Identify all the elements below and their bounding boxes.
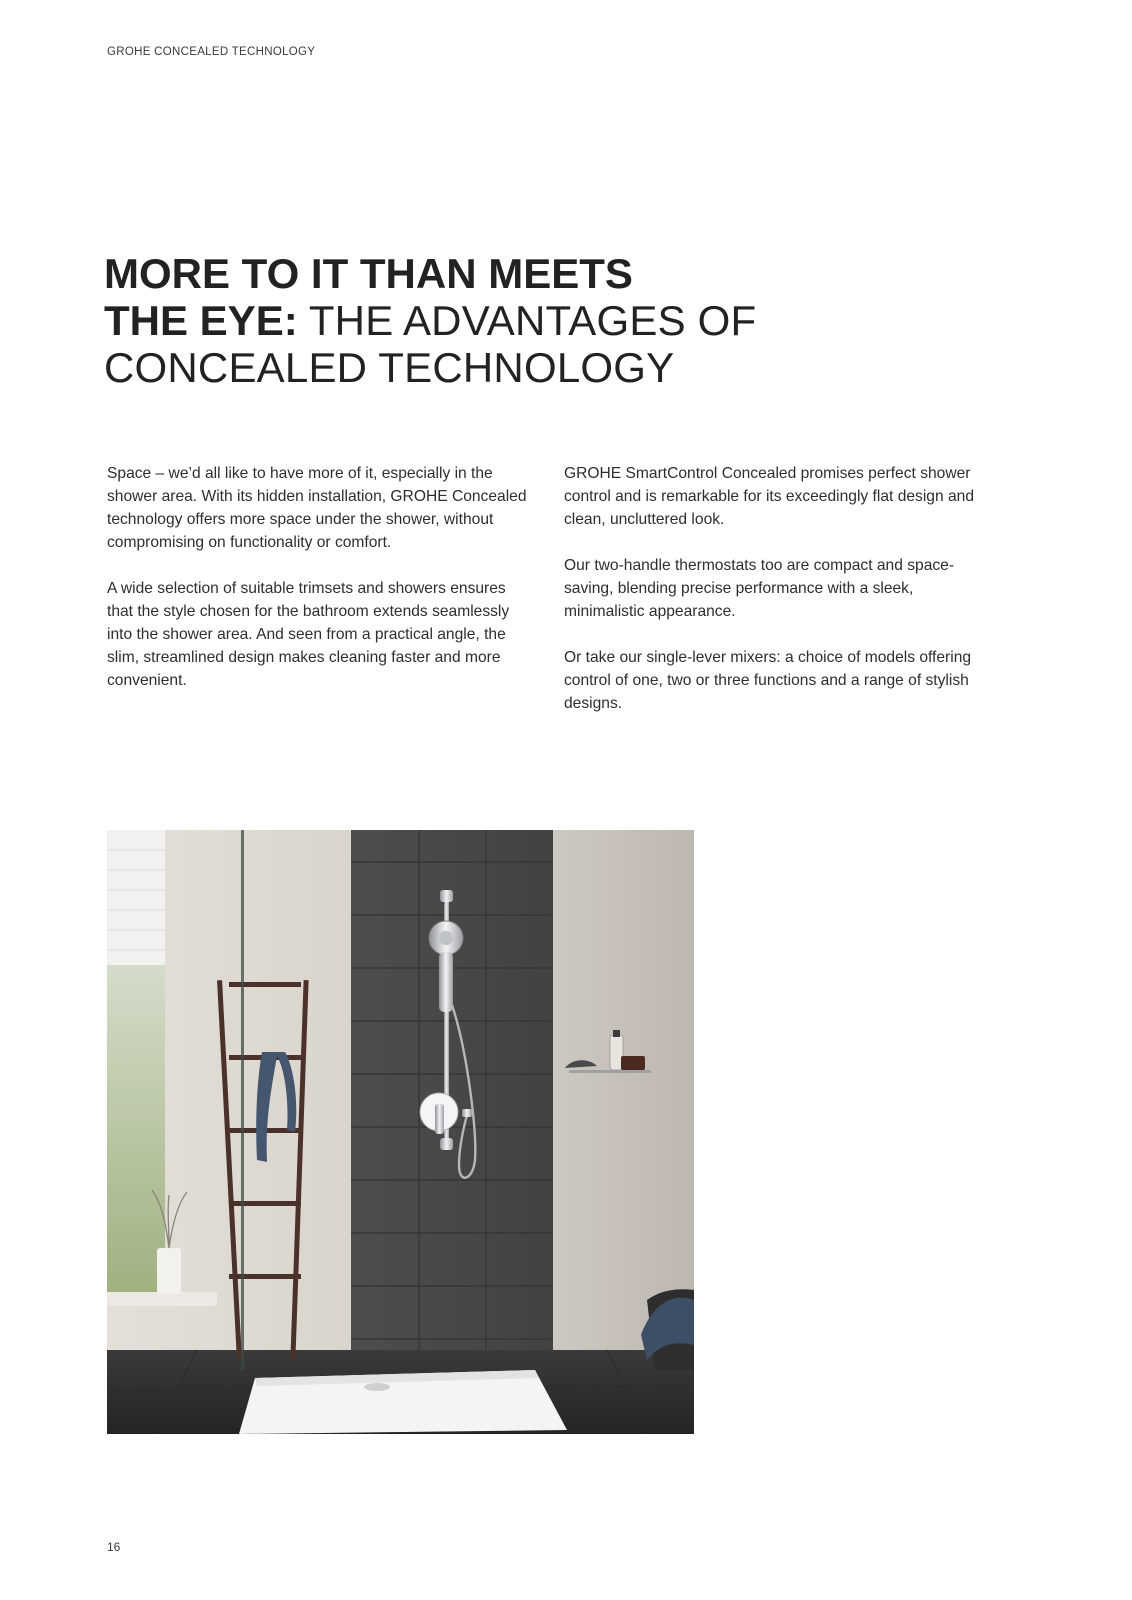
body-column-left: [107, 462, 532, 715]
section-header: GROHE CONCEALED TECHNOLOGY: [107, 46, 316, 58]
page-headline: [104, 250, 824, 391]
headline-line2-light: THE ADVANTAGES OF: [297, 297, 757, 344]
right-wall: [553, 830, 694, 1360]
body-paragraph: Space – we’d all like to have more of it, especially in the shower area. With its hidden installation, GROHE Concealed technology offers more space under the shower, without compromising on functionality or comfort.: [107, 465, 527, 551]
body-paragraph: A wide selection of suitable trimsets and showers ensures that the style chosen for the bathroom extends seamlessly into the shower area. And seen from a practical angle, the slim, streamlined design makes cleaning faster and more convenient.: [107, 580, 510, 689]
body-paragraph: GROHE SmartControl Concealed promises perfect shower control and is remarkable for its exceedingly flat design and clean, uncluttered look.: [564, 465, 974, 528]
bathroom-shower-photo: [107, 830, 694, 1434]
tiled-wall: [351, 830, 553, 1360]
body-column-right: [564, 462, 974, 738]
headline-line3: CONCEALED TECHNOLOGY: [104, 344, 675, 391]
headline-line1: MORE TO IT THAN MEETS: [104, 250, 633, 297]
page-number: 16: [107, 1540, 121, 1554]
body-paragraph: Our two-handle thermostats too are compact and space-saving, blending precise performance with a sleek, minimalistic appearance.: [564, 557, 955, 620]
body-paragraph: Or take our single-lever mixers: a choice of models offering control of one, two or three functions and a range of stylish designs.: [564, 649, 972, 712]
wall-shelf: [569, 1070, 651, 1073]
headline-line2-bold: THE EYE:: [104, 297, 298, 344]
window-sill: [107, 1292, 217, 1306]
glass-panel: [241, 830, 244, 1370]
